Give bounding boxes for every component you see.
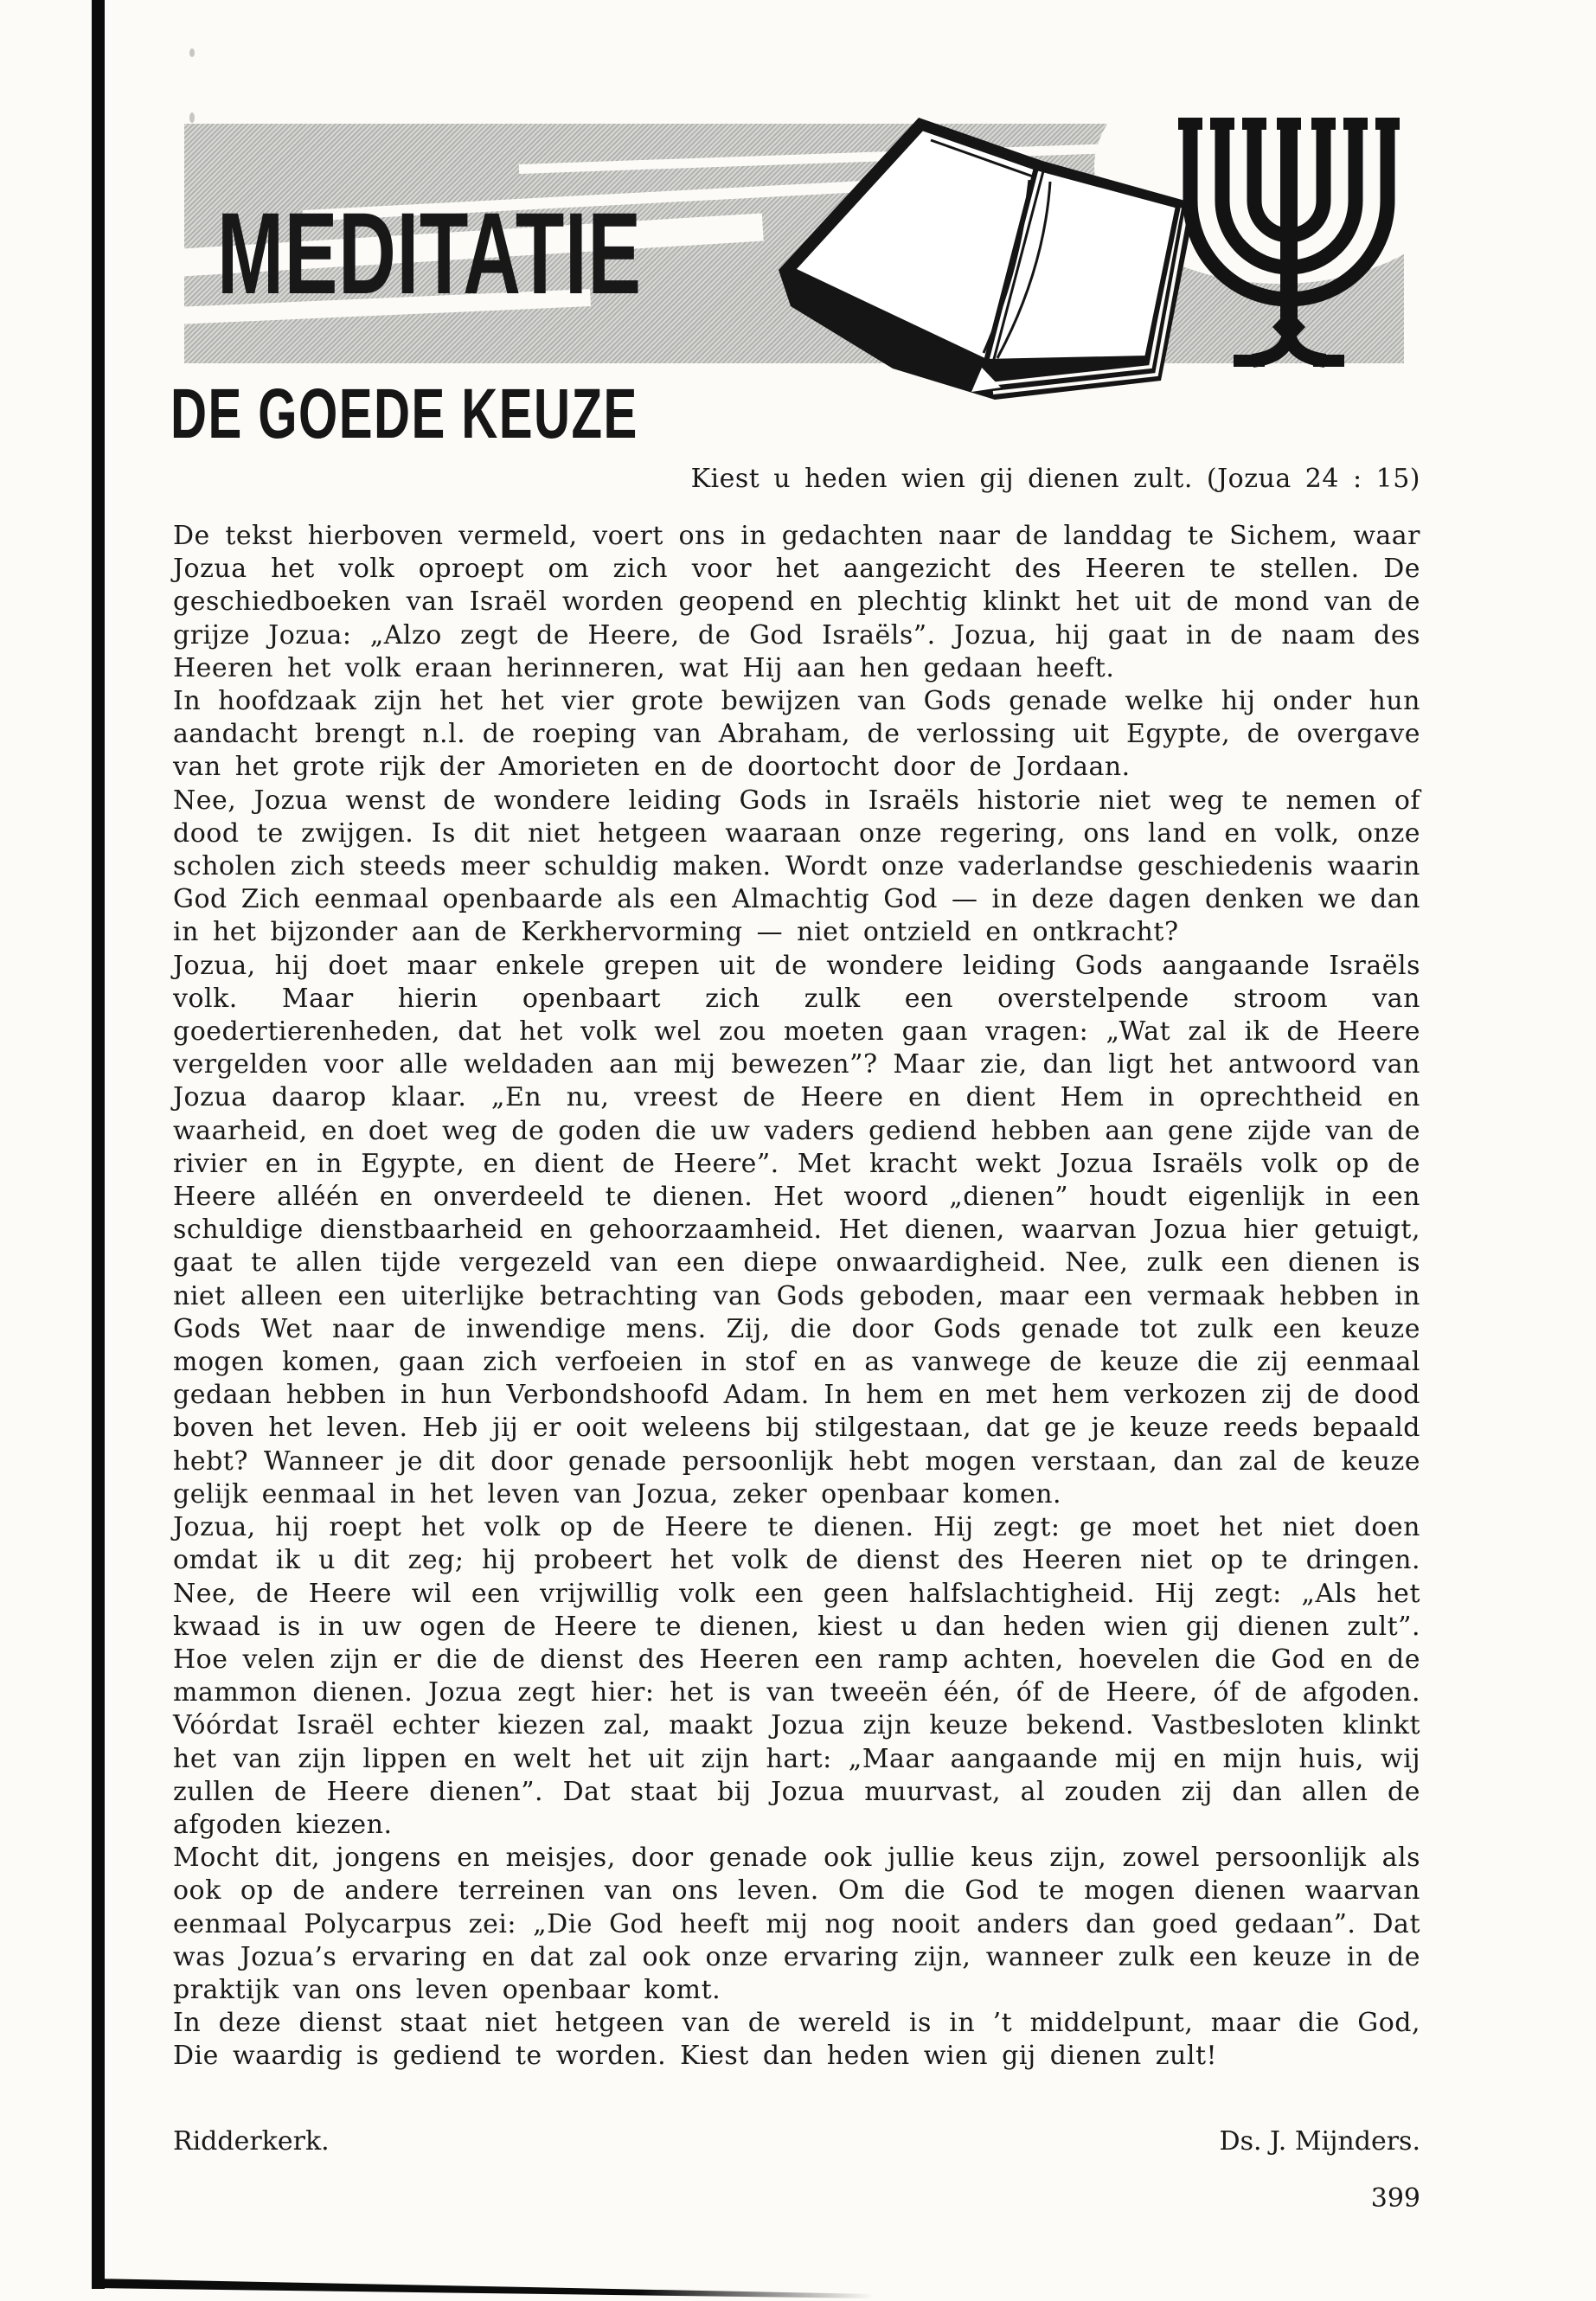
scan-speck — [189, 112, 195, 123]
menorah-icon — [1170, 104, 1412, 381]
page-left-border — [92, 0, 105, 2289]
signoff-place: Ridderkerk. — [173, 2126, 330, 2157]
paragraph: Nee, Jozua wenst de wondere leiding Gods in Israëls historie niet weg te nemen of dood te zwijgen. Is dit niet hetgeen waaraan onze regering, ons land en volk, onze scholen zich steeds meer schuldig maken. Wordt onze vaderlandse geschiedenis waarin God Zich eenmaal openbaarde als een Almachtig God — in deze dagen denken we dan in het bijzonder aan de Kerkhervorming — niet ontzield en ontkracht? — [173, 785, 1420, 948]
paragraph: Jozua, hij roept het volk op de Heere te dienen. Hij zegt: ge moet het niet doen omdat ik u dit zeg; hij probeert het volk de dienst des Heeren niet op te dringen. Nee, de Heere wil een vrijwillig volk een geen halfslachtigheid. Hij zegt: „Als het kwaad is in uw ogen de Heere te dienen, kiest u dan heden wien gij dienen zult”. Hoe velen zijn er die de dienst des Heeren een ramp achten, hoevelen die God en de mammon dienen. Jozua zegt hier: het is van tweeën één, óf de Heere, óf de afgoden. Vóórdat Israël echter kiezen zal, maakt Jozua zijn keuze bekend. Vastbesloten klinkt het van zijn lippen en welt het uit zijn hart: „Maar aangaande mij en mijn huis, wij zullen de Heere dienen”. Dat staat bij Jozua muurvast, al zouden zij dan allen de afgoden kiezen. — [173, 1512, 1420, 1840]
paragraph: In hoofdzaak zijn het het vier grote bewijzen van Gods genade welke hij onder hun aandacht brengt n.l. de roeping van Abraham, de verlossing uit Egypte, de overgave van het grote rijk der Amorieten en de doortocht door de Jordaan. — [173, 686, 1420, 783]
article-title: DE GOEDE KEUZE — [170, 375, 638, 453]
paragraph: In deze dienst staat niet hetgeen van de wereld is in ’t middelpunt, maar die God, Die waardig is gediend te worden. Kiest dan heden wien gij dienen zult! — [173, 2008, 1420, 2072]
open-book-icon — [761, 111, 1211, 413]
article-body — [173, 520, 1420, 2073]
paragraph: Jozua, hij doet maar enkele grepen uit de wondere leiding Gods aangaande Israëls volk. Maar hierin openbaart zich zulk een overstelpende stroom van goedertierenheden, dat het volk wel zou moeten gaan vragen: „Wat zal ik de Heere vergelden voor alle weldaden aan mij bewezen”? Maar zie, dan ligt het antwoord van Jozua daarop klaar. „En nu, vreest de Heere en dient Hem in oprechtheid en waarheid, en doet weg de goden die uw vaders gediend hebben aan gene zijde van de rivier en in Egypte, en dient de Heere”. Met kracht wekt Jozua Israëls volk op de Heere alléén en onverdeeld te dienen. Het woord „dienen” houdt eigenlijk in een schuldige dienstbaarheid en gehoorzaamheid. Het dienen, waarvan Jozua hier getuigt, gaat te allen tijde vergezeld van een diepe onwaardigheid. Nee, zulk een dienen is niet alleen een uiterlijke betrachting van Gods geboden, maar een vermaak hebben in Gods Wet naar de inwendige mens. Zij, die door Gods genade tot zulk een keuze mogen komen, gaan zich verfoeien in stof en as vanwege de keuze die zij eenmaal gedaan hebben in hun Verbondshoofd Adam. In hem en met hem verkozen zij de dood boven het leven. Heb jij er ooit weleens bij stilgestaan, dat ge je keuze reeds bepaald hebt? Wanneer je dit door genade persoonlijk hebt mogen verstaan, dan zal de keuze gelijk eenmaal in het leven van Jozua, zeker openbaar komen. — [173, 950, 1420, 1509]
scan-speck — [189, 48, 195, 57]
page-number: 399 — [1370, 2183, 1420, 2214]
signoff-line — [173, 2126, 1420, 2157]
banner-title: MEDITATIE — [217, 189, 642, 318]
scripture-quote: Kiest u heden wien gij dienen zult. (Jozua 24 : 15) — [690, 464, 1420, 494]
paragraph: Mocht dit, jongens en meisjes, door genade ook jullie keus zijn, zowel persoonlijk als ook op de andere terreinen van ons leven. Om die God te mogen dienen waarvan eenmaal Polycarpus zei: „Die God heeft mij nog nooit anders dan goed gedaan”. Dat was Jozua’s ervaring en dat zal ook onze ervaring zijn, wanneer zulk een keuze in de praktijk van ons leven openbaar komt. — [173, 1843, 1420, 2005]
signoff-author: Ds. J. Mijnders. — [1219, 2126, 1420, 2157]
paragraph: De tekst hierboven vermeld, voert ons in gedachten naar de landdag te Sichem, waar Jozua het volk oproept om zich voor het aangezicht des Heeren te stellen. De geschiedboeken van Israël worden geopend en plechtig klinkt het uit de mond van de grijze Jozua: „Alzo zegt de Heere, de God Israëls”. Jozua, hij gaat in de naam des Heeren het volk eraan herinneren, wat Hij aan hen gedaan heeft. — [173, 521, 1420, 683]
